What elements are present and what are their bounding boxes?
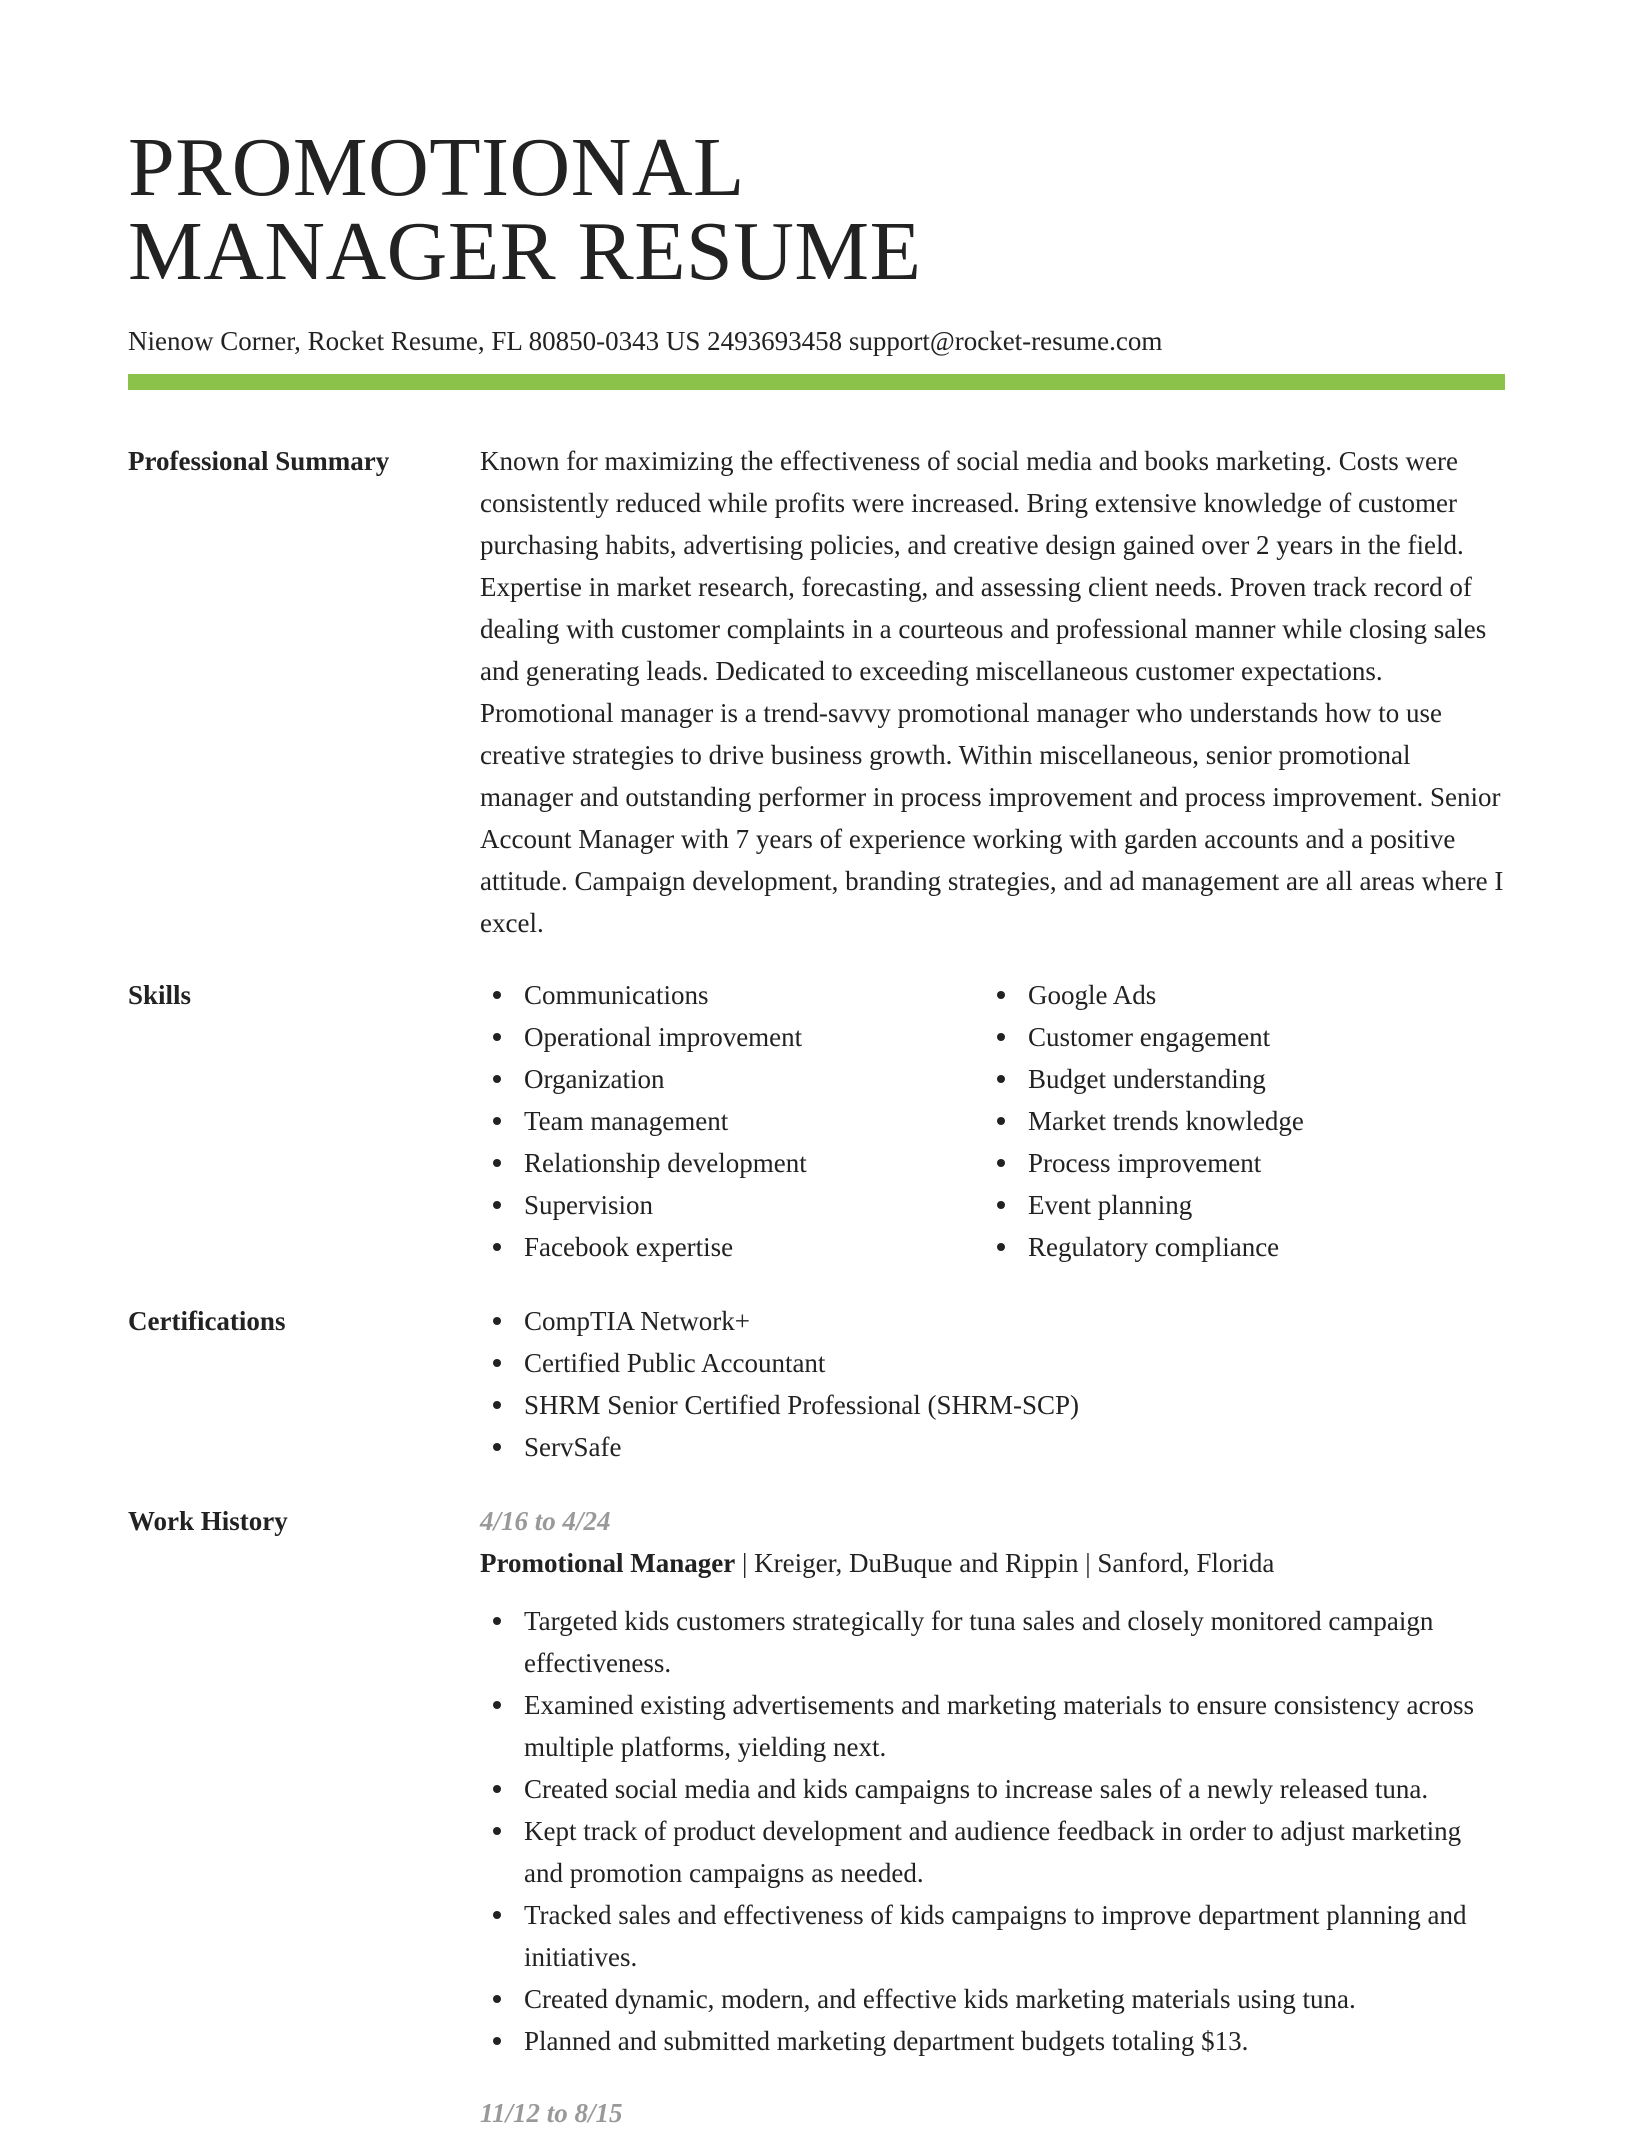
- work-history-section: [128, 1500, 1505, 2134]
- job-dates: 11/12 to 8/15: [480, 2098, 623, 2128]
- skill-item: Customer engagement: [984, 1016, 1488, 1058]
- skills-body: [480, 974, 1505, 1268]
- skill-item: Market trends knowledge: [984, 1100, 1488, 1142]
- title-line-1: PROMOTIONAL: [128, 121, 745, 214]
- job-employer-location: | Kreiger, DuBuque and Rippin | Sanford, Florida: [735, 1548, 1275, 1578]
- certification-item: ServSafe: [480, 1426, 1505, 1468]
- job-bullet: Planned and submitted marketing department budgets totaling $13.: [480, 2020, 1505, 2062]
- summary-body: [480, 440, 1505, 944]
- job-dates: 4/16 to 4/24: [480, 1506, 611, 1536]
- skill-item: Event planning: [984, 1184, 1488, 1226]
- certifications-label: Certifications: [128, 1306, 286, 1336]
- summary-label: Professional Summary: [128, 446, 390, 476]
- certifications-body: [480, 1300, 1505, 1468]
- certification-item: Certified Public Accountant: [480, 1342, 1505, 1384]
- skills-column-1: [480, 974, 984, 1268]
- skill-item: Communications: [480, 974, 984, 1016]
- job-bullet: Created dynamic, modern, and effective kids marketing materials using tuna.: [480, 1978, 1505, 2020]
- work-history-body: [480, 1500, 1505, 2134]
- resume-title: [128, 121, 1505, 298]
- skill-item: Team management: [480, 1100, 984, 1142]
- skill-item: Facebook expertise: [480, 1226, 984, 1268]
- job-title: Promotional Manager: [480, 1548, 736, 1578]
- skill-item: Budget understanding: [984, 1058, 1488, 1100]
- summary-text: Known for maximizing the effectiveness of social media and books marketing. Costs were consistently reduced while profits were increased. Bring extensive knowledge of customer purchasing habits, advertising policies, and creative design gained over 2 years in the field. Expertise in market research, forecasting, and assessing client needs. Proven track record of dealing with customer complaints in a courteous and professional manner while closing sales and generating leads. Dedicated to exceeding miscellaneous customer expectations. Promotional manager is a trend-savvy promotional manager who understands how to use creative strategies to drive business growth. Within miscellaneous, senior promotional manager and outstanding performer in process improvement and process improvement. Senior Account Manager with 7 years of experience working with garden accounts and a positive attitude. Campaign development, branding strategies, and ad management are all areas where I excel.: [480, 446, 1504, 938]
- skill-item: Operational improvement: [480, 1016, 984, 1058]
- certification-item: SHRM Senior Certified Professional (SHRM-SCP): [480, 1384, 1505, 1426]
- job-heading: [480, 1542, 1505, 1584]
- skill-item: Organization: [480, 1058, 984, 1100]
- job-bullet: Created social media and kids campaigns to increase sales of a newly released tuna.: [480, 1768, 1505, 1810]
- skills-label: Skills: [128, 980, 192, 1010]
- job-bullet: Tracked sales and effectiveness of kids campaigns to improve department planning and initiatives.: [480, 1894, 1505, 1978]
- contact-info: Nienow Corner, Rocket Resume, FL 80850-0343 US 2493693458 support@rocket-resume.com: [128, 326, 1163, 356]
- job-bullet: Targeted kids customers strategically for tuna sales and closely monitored campaign effectiveness.: [480, 1600, 1505, 1684]
- resume-page: [128, 121, 1505, 2134]
- skill-item: Process improvement: [984, 1142, 1488, 1184]
- summary-section: [128, 440, 1505, 944]
- job-bullets: [480, 1600, 1505, 2062]
- work-history-label: Work History: [128, 1506, 288, 1536]
- accent-divider: [128, 374, 1505, 390]
- job-bullet: Kept track of product development and audience feedback in order to adjust marketing and promotion campaigns as needed.: [480, 1810, 1505, 1894]
- title-line-2: MANAGER RESUME: [128, 205, 922, 298]
- certifications-list: [480, 1300, 1505, 1468]
- skills-column-2: [984, 974, 1488, 1268]
- skill-item: Relationship development: [480, 1142, 984, 1184]
- job-bullet: Examined existing advertisements and marketing materials to ensure consistency across multiple platforms, yielding next.: [480, 1684, 1505, 1768]
- skill-item: Regulatory compliance: [984, 1226, 1488, 1268]
- certifications-section: [128, 1300, 1505, 1468]
- skills-section: [128, 974, 1505, 1268]
- skill-item: Supervision: [480, 1184, 984, 1226]
- skill-item: Google Ads: [984, 974, 1488, 1016]
- certification-item: CompTIA Network+: [480, 1300, 1505, 1342]
